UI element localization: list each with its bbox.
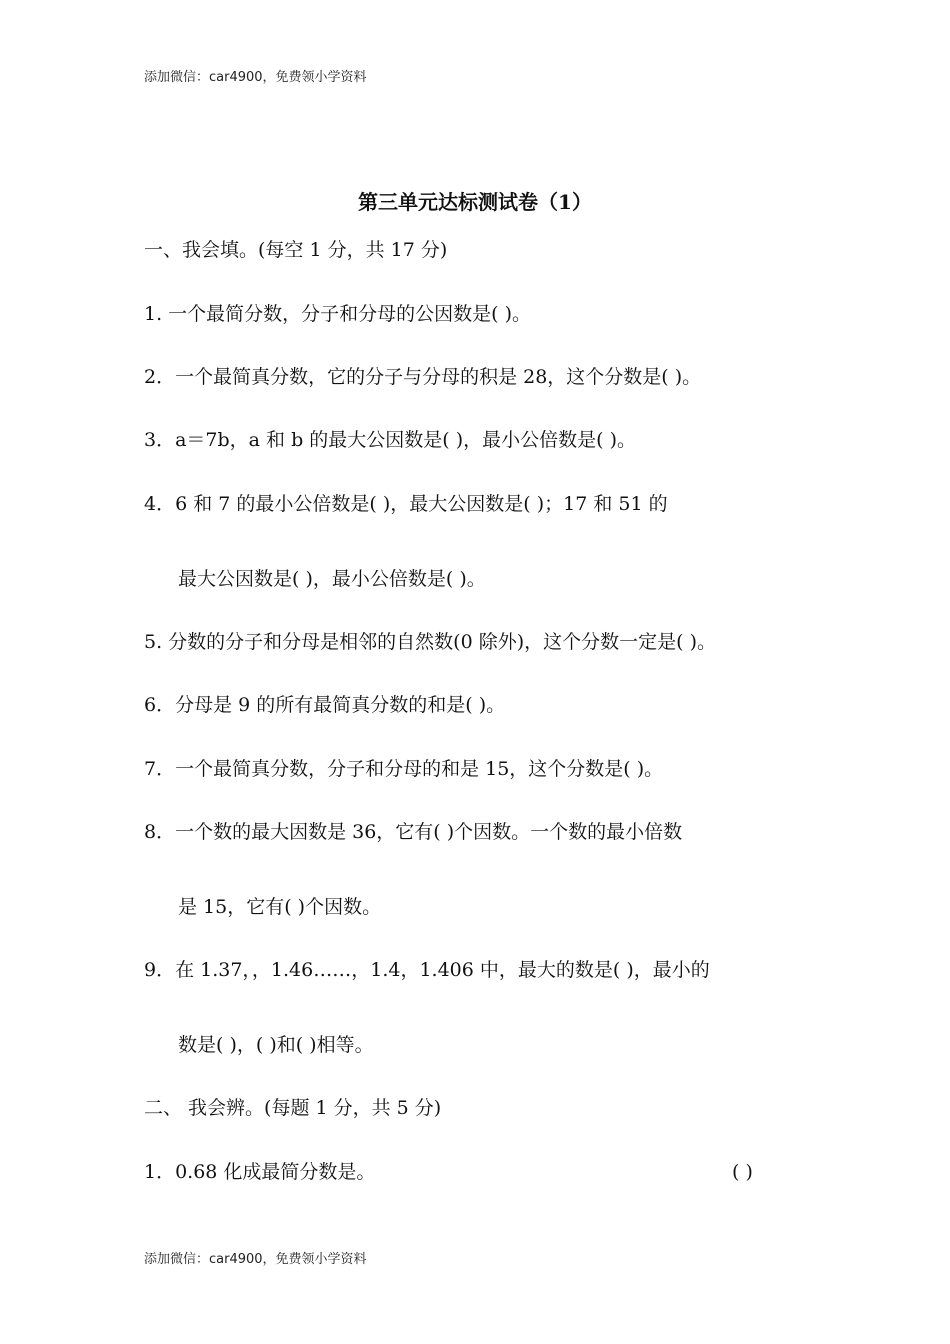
page-title: 第三单元达标测试卷（1）: [358, 190, 592, 214]
question-7: 7．一个最简真分数，分子和分母的和是 15，这个分数是( )。: [144, 758, 664, 780]
question-4-line1: 4．6 和 7 的最小公倍数是( )，最大公因数是( )；17 和 51 的: [144, 493, 668, 515]
question-4-line2: 最大公因数是( )，最小公倍数是( )。: [178, 568, 486, 590]
section2-heading: 二、 我会辨。(每题 1 分，共 5 分): [144, 1097, 442, 1119]
question-1: 1. 一个最简分数，分子和分母的公因数是( )。: [144, 303, 532, 325]
header-note: 添加微信：car4900，免费领小学资料: [144, 70, 367, 85]
footer-note: 添加微信：car4900，免费领小学资料: [144, 1252, 367, 1267]
question-8-line1: 8．一个数的最大因数是 36，它有( )个因数。一个数的最小倍数: [144, 821, 683, 843]
judge-question-1: 1．0.68 化成最简分数是。: [144, 1161, 376, 1183]
question-9-line2: 数是( )，( )和( )相等。: [178, 1034, 374, 1056]
judge-answer-paren[interactable]: ( ): [732, 1161, 753, 1183]
question-9-line1: 9．在 1.37，，1.46……，1.4，1.406 中，最大的数是( )，最小的: [144, 959, 710, 981]
question-8-line2: 是 15，它有( )个因数。: [178, 896, 382, 918]
question-3: 3．a＝7b，a 和 b 的最大公因数是( )，最小公倍数是( )。: [144, 429, 637, 451]
question-2: 2．一个最简真分数，它的分子与分母的积是 28，这个分数是( )。: [144, 366, 702, 388]
section1-heading: 一、我会填。(每空 1 分，共 17 分): [144, 239, 448, 261]
question-6: 6．分母是 9 的所有最简真分数的和是( )。: [144, 694, 506, 716]
question-5: 5. 分数的分子和分母是相邻的自然数(0 除外)，这个分数一定是( )。: [144, 631, 716, 653]
